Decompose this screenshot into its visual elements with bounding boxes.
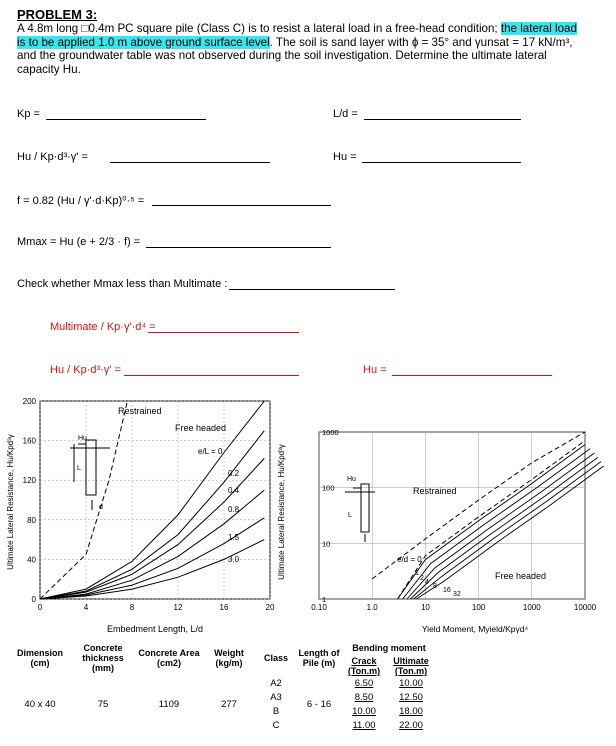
x-tick-label: 20: [265, 603, 275, 612]
cell-ultimate: 22.00: [399, 719, 423, 731]
header-bending-moment: Bending moment: [352, 643, 426, 653]
y-tick-label: 100: [322, 483, 335, 493]
hu-ratio2-label: Hu / Kp·d³·γ' =: [50, 364, 121, 376]
hu-ratio2-answer-line[interactable]: [124, 375, 299, 376]
right-chart-ticks: [311, 428, 596, 612]
problem-text-1: A 4.8m long □0.4m PC square pile (Class C) is to resist a lateral load in a free-head condition;: [17, 22, 501, 35]
y-tick-label: 120: [22, 476, 36, 486]
y-tick-label: 200: [22, 397, 36, 406]
x-tick-label: 12: [173, 603, 183, 612]
annotation-0-2: 0.2: [228, 469, 240, 478]
hu-label: Hu =: [333, 151, 357, 163]
check-answer-line[interactable]: [229, 289, 395, 290]
x-tick-label: 4: [83, 603, 89, 612]
chart-yield-moment: [275, 392, 616, 636]
check-label: Check whether Mmax less than Multimate :: [17, 278, 228, 290]
x-tick-label: 0.10: [311, 603, 327, 612]
hu2-answer-line[interactable]: [392, 375, 552, 376]
header-dimension: Dimension (cm): [16, 648, 63, 668]
hu2-label: Hu =: [363, 364, 387, 376]
hu-ratio-answer-line[interactable]: [110, 162, 270, 163]
free-head-curve: [398, 445, 585, 599]
y-tick-label: 80: [27, 515, 36, 525]
x-tick-label: 100: [471, 603, 486, 612]
y-tick-label: 10: [322, 539, 331, 549]
annotation-free-headed-right: Free headed: [495, 571, 547, 581]
cell-class: A3: [270, 691, 282, 703]
x-tick-label: 1.0: [366, 603, 378, 612]
table-row: [10, 676, 436, 690]
annotation-e-over-d-0: e/d = 0: [397, 555, 422, 564]
annotation-3-0: 3.0: [228, 555, 240, 564]
annotation-restrained-right: Restrained: [413, 486, 457, 496]
left-chart-ylabel: Ultimate Lateral Resistance, Hu/Kpd³γ: [6, 434, 15, 570]
cell-ultimate: 12.50: [399, 691, 423, 703]
cell-class: A2: [270, 677, 282, 689]
annotation-0-4: 0.4: [228, 486, 240, 495]
mmax-answer-line[interactable]: [146, 247, 331, 248]
annotation-1-5: 1.5: [228, 533, 240, 542]
x-tick-label: 10: [420, 603, 430, 612]
x-tick-label: 16: [219, 603, 229, 612]
x-tick-label: 8: [129, 603, 135, 612]
problem-statement: [17, 22, 587, 76]
hu-answer-line[interactable]: [362, 162, 521, 163]
x-tick-label: 1000: [522, 603, 541, 612]
ld-label: L/d =: [333, 108, 358, 120]
cell-ultimate: 18.00: [399, 705, 423, 717]
annotation-e-over-d-32: 32: [453, 591, 461, 598]
right-chart-xlabel: Yield Moment, Myield/Kpγd⁴: [421, 624, 529, 634]
y-tick-label: 1: [322, 595, 327, 604]
mmax-label: Mmax = Hu (e + 2/3 · f) =: [17, 236, 141, 248]
problem-text-2: . The soil is sand layer with ϕ = 35° and γunsat = 17 kN/m³, and the groundwater table was not observed during the soil investigation. Determine the ultimate lateral capacity Hu.: [17, 35, 573, 76]
annotation-e-over-d-8: 8: [433, 583, 437, 590]
mult-ratio-label: Multimate / Kp·γ'·d⁴ =: [50, 321, 156, 333]
right-sketch-l-label: L: [348, 512, 352, 519]
y-tick-label: 0: [31, 595, 36, 604]
right-sketch-hu-label: Hu: [347, 476, 356, 483]
problem-text-highlight: the lateral load is to be applied 1.0 m above ground surface level: [17, 22, 577, 49]
cell-length: 6 - 16: [306, 698, 332, 710]
right-chart-series: [372, 432, 604, 599]
cell-class: C: [272, 719, 280, 731]
annotation-restrained: Restrained: [118, 406, 162, 416]
left-sketch-d-label: d: [99, 504, 103, 511]
header-area: Concrete Area (cm2): [138, 648, 200, 668]
x-tick-label: 10000: [573, 603, 597, 612]
cell-thickness: 75: [97, 698, 109, 710]
hu-ratio-label: Hu / Kp·d³·γ' =: [17, 151, 88, 163]
x-tick-label: 0: [37, 603, 43, 612]
annotation-e-over-d-1: 1: [415, 570, 419, 577]
problem-title: PROBLEM 3:: [17, 7, 98, 22]
annotation-free-headed: Free headed: [175, 423, 227, 433]
y-tick-label: 40: [27, 555, 36, 565]
f-answer-line[interactable]: [152, 205, 331, 206]
left-chart-series: [40, 401, 264, 599]
annotation-e-over-d-4: 4: [425, 579, 429, 586]
y-tick-label: 160: [22, 436, 36, 446]
pile-properties-table: [10, 640, 436, 732]
left-sketch-hu-label: Hu: [78, 435, 87, 442]
header-class: Class: [263, 653, 289, 663]
cell-weight: 277: [221, 698, 237, 710]
chart-embedment-length: [0, 392, 300, 636]
mult-ratio-answer-line[interactable]: [148, 332, 299, 333]
cell-ultimate: 10.00: [399, 677, 423, 689]
header-length: Length of Pile (m): [298, 648, 340, 668]
cell-crack: 8.50: [354, 691, 374, 703]
right-chart-ylabel: Ultimate Lateral Resistance, Hu/Kpd³γ: [277, 444, 286, 580]
annotation-e-over-d-2: 2: [420, 575, 424, 582]
cell-area: 1109: [158, 698, 180, 710]
left-chart-xlabel: Embedment Length, L/d: [106, 624, 204, 634]
cell-crack: 6.50: [354, 677, 374, 689]
f-label: f = 0.82 (Hu / γ'·d·Kp)⁰·⁵ =: [17, 195, 145, 207]
header-weight: Weight (kg/m): [214, 648, 244, 668]
cell-crack: 11.00: [352, 719, 376, 731]
table-header-row: [10, 640, 436, 656]
annotation-e-over-d-16: 16: [443, 587, 451, 594]
cell-class: B: [272, 705, 280, 717]
header-ultimate: Ultimate (Ton.m): [393, 656, 429, 676]
ld-answer-line[interactable]: [364, 119, 521, 120]
left-pile-sketch-icon: [70, 440, 110, 510]
y-tick-label: 1000: [322, 428, 339, 437]
left-chart-frame: [40, 401, 270, 599]
kp-label: Kp =: [17, 108, 40, 120]
annotation-0-8: 0.8: [228, 505, 240, 514]
left-sketch-l-label: L: [77, 465, 81, 472]
kp-answer-line[interactable]: [46, 119, 206, 120]
series-line-restrained: [40, 401, 127, 599]
cell-dimension: 40 x 40: [24, 698, 56, 710]
annotation-e-over-l-0: e/L = 0: [198, 447, 223, 456]
header-crack: Crack (Ton.m): [347, 656, 381, 676]
left-chart-grid: [40, 401, 270, 599]
cell-crack: 10.00: [352, 705, 376, 717]
header-thickness: Concrete thickness (mm): [82, 643, 124, 673]
